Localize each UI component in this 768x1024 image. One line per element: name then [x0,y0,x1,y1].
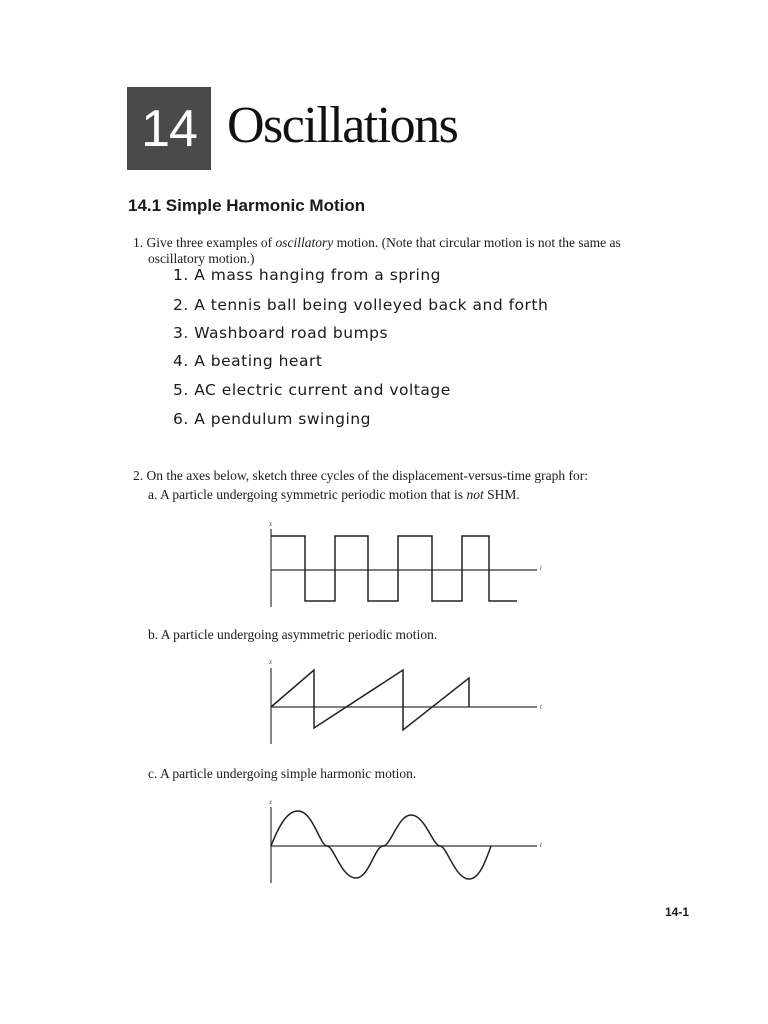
handwritten-answer: 1. A mass hanging from a spring [173,266,441,284]
sawtooth-curve [271,670,469,730]
page-number: 14-1 [665,905,690,919]
t-axis-label: t [540,564,542,572]
x-axis-label: x [269,798,273,806]
sawtooth-graph [265,666,545,748]
square-wave-curve [271,536,517,601]
sine-curve [271,811,491,879]
question-2a-prompt: a. A particle undergoing symmetric periodic motion that is not SHM. [148,487,520,502]
chapter-number: 14 [141,99,197,158]
section-heading: 14.1 Simple Harmonic Motion [128,196,366,215]
handwritten-answer: 6. A pendulum swinging [173,410,371,428]
square-wave-graph [265,527,545,609]
handwritten-answer: 3. Washboard road bumps [173,324,389,342]
handwritten-answer: 4. A beating heart [173,352,323,370]
handwritten-answer: 2. A tennis ball being volleyed back and forth [173,296,549,314]
question-1-prompt-line2: oscillatory motion.) [148,251,255,266]
question-2b-prompt: b. A particle undergoing asymmetric periodic motion. [148,627,438,642]
t-axis-label: t [540,841,542,849]
handwritten-answer: 5. AC electric current and voltage [173,381,451,399]
question-2c-prompt: c. A particle undergoing simple harmonic motion. [148,766,417,781]
t-axis-label: t [540,703,542,711]
question-1-prompt: 1. Give three examples of oscillatory motion. (Note that circular motion is not the same as [133,235,621,250]
x-axis-label: x [269,658,273,666]
question-2-prompt: 2. On the axes below, sketch three cycles of the displacement-versus-time graph for: [133,468,588,483]
chapter-title: Oscillations [227,97,458,154]
x-axis-label: x [269,520,273,528]
sine-wave-graph [265,805,545,887]
chapter-number-box [127,87,211,170]
